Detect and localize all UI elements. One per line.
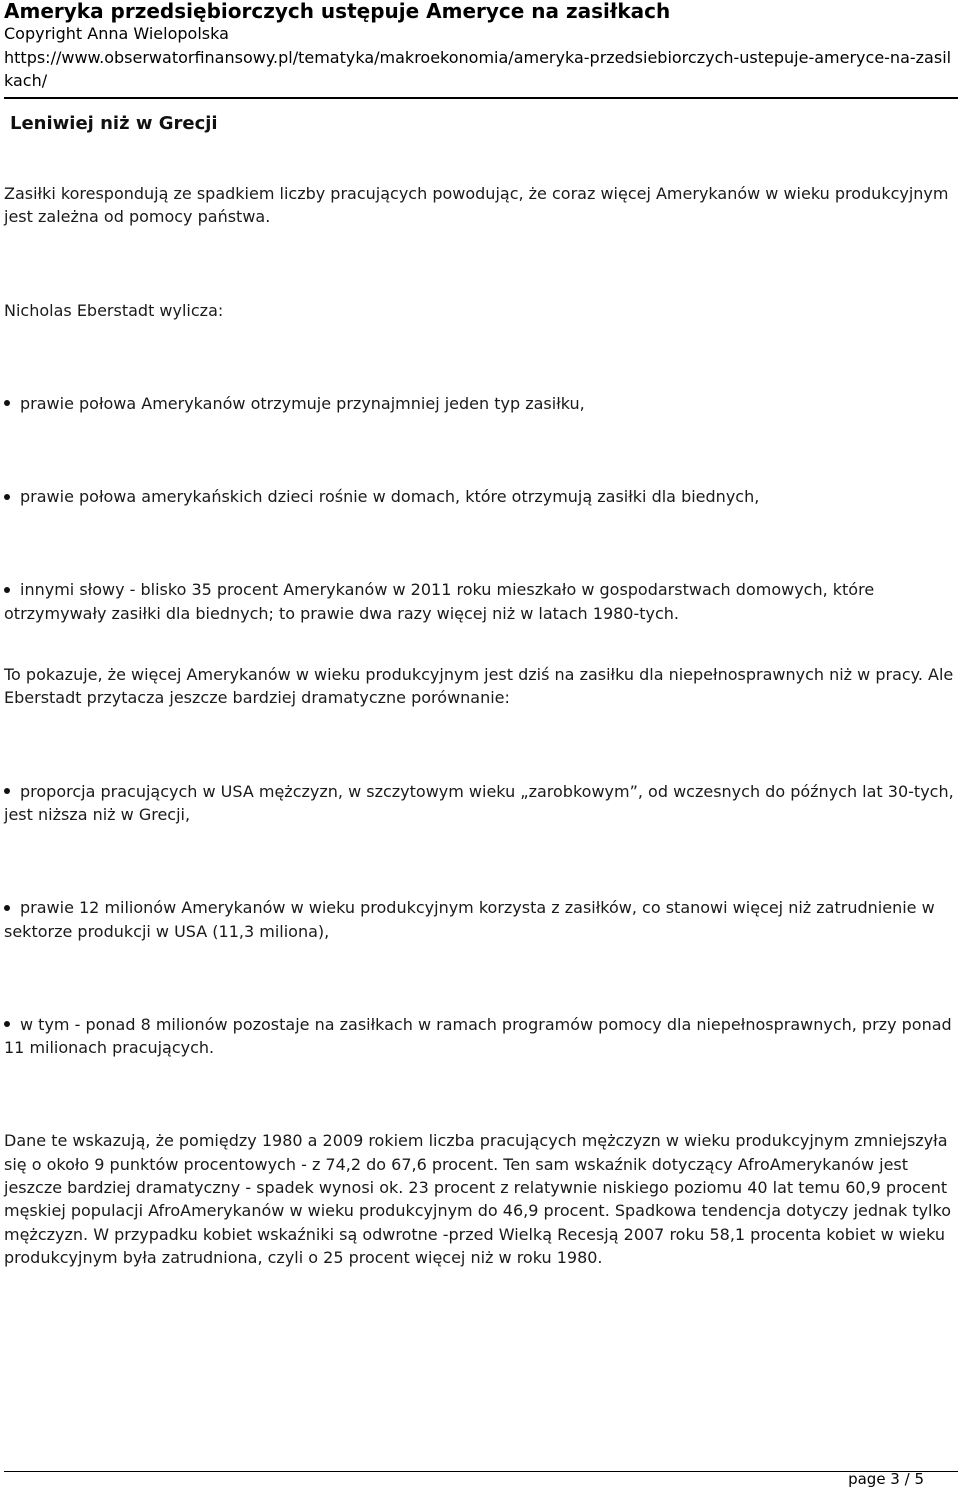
document-header	[4, 0, 956, 92]
section-heading: Leniwiej niż w Grecji	[10, 113, 218, 134]
list-item-text: innymi słowy - blisko 35 procent Amerykanów w 2011 roku mieszkało w gospodarstwach domowych, które otrzymywały zasiłki dla biednych; to prawie dwa razy więcej niż w latach 1980-tych.	[4, 580, 875, 623]
list-item-text: prawie połowa Amerykanów otrzymuje przynajmniej jeden typ zasiłku,	[20, 393, 585, 413]
header-divider	[4, 97, 958, 99]
source-url[interactable]: https://www.obserwatorfinansowy.pl/tematyka/makroekonomia/ameryka-przedsiebiorczych-ustepuje-ameryce-na-zasilkach/	[4, 48, 952, 90]
lead-paragraph: Nicholas Eberstadt wylicza:	[4, 300, 224, 320]
document-title: Ameryka przedsiębiorczych ustępuje Ameryce na zasiłkach	[4, 0, 671, 23]
bullet-icon	[4, 494, 10, 500]
bullet-icon	[4, 1021, 10, 1027]
list-item-text: w tym - ponad 8 milionów pozostaje na zasiłkach w ramach programów pomocy dla niepełnosprawnych, przy ponad 11 milionach pracujących.	[4, 1014, 952, 1058]
list-item	[4, 578, 954, 625]
list-item-text: proporcja pracujących w USA mężczyzn, w szczytowym wieku „zarobkowym”, od wczesnych do późnych lat 30-tych, jest niższa niż w Grecji,	[4, 781, 954, 824]
list-item-text: prawie 12 milionów Amerykanów w wieku produkcyjnym korzysta z zasiłków, co stanowi więcej niż zatrudnienie w sektorze produkcji w USA (11,3 miliona),	[4, 898, 935, 941]
list-item	[4, 896, 954, 943]
intro-paragraph: Zasiłki korespondują ze spadkiem liczby pracujących powodując, że coraz więcej Amerykanów w wieku produkcyjnym jest zależna od pomocy państwa.	[4, 184, 949, 227]
footer-divider	[4, 1471, 958, 1472]
page-number: page 3 / 5	[848, 1470, 924, 1488]
list-item	[4, 392, 954, 415]
bullet-icon	[4, 587, 10, 593]
body-paragraph: To pokazuje, że więcej Amerykanów w wieku produkcyjnym jest dziś na zasiłku dla niepełnosprawnych niż w pracy. Ale Eberstadt przytacza jeszcze bardziej dramatyczne porównanie:	[4, 665, 954, 708]
article-body	[4, 111, 954, 1269]
body-paragraph: Dane te wskazują, że pomiędzy 1980 a 2009 rokiem liczba pracujących mężczyzn w wieku produkcyjnym zmniejszyła się o około 9 punktów procentowych - z 74,2 do 67,6 procent. Ten sam wskaźnik dotyczący AfroAmerykanów jest jeszcze bardziej dramatyczny - spadek wynosi ok. 23 procent z relatywnie niskiego poziomu 40 lat temu 60,9 procent męskiej populacji AfroAmerykanów w wieku produkcyjnym do 46,9 procent. Spadkowa tendencja dotyczy jednak tylko mężczyzn. W przypadku kobiet wskaźniki są odwrotne -przed Wielką Recesją 2007 roku 58,1 procenta kobiet w wieku produkcyjnym była zatrudniona, czyli o 25 procent więcej niż w roku 1980.	[4, 1131, 951, 1267]
bullet-icon	[4, 788, 10, 794]
list-item	[4, 485, 954, 508]
list-item	[4, 780, 954, 827]
copyright-line: Copyright Anna Wielopolska	[4, 24, 229, 43]
list-item	[4, 1013, 954, 1060]
list-item-text: prawie połowa amerykańskich dzieci rośnie w domach, które otrzymują zasiłki dla biednych,	[20, 487, 760, 507]
bullet-icon	[4, 400, 10, 406]
bullet-icon	[4, 905, 10, 911]
